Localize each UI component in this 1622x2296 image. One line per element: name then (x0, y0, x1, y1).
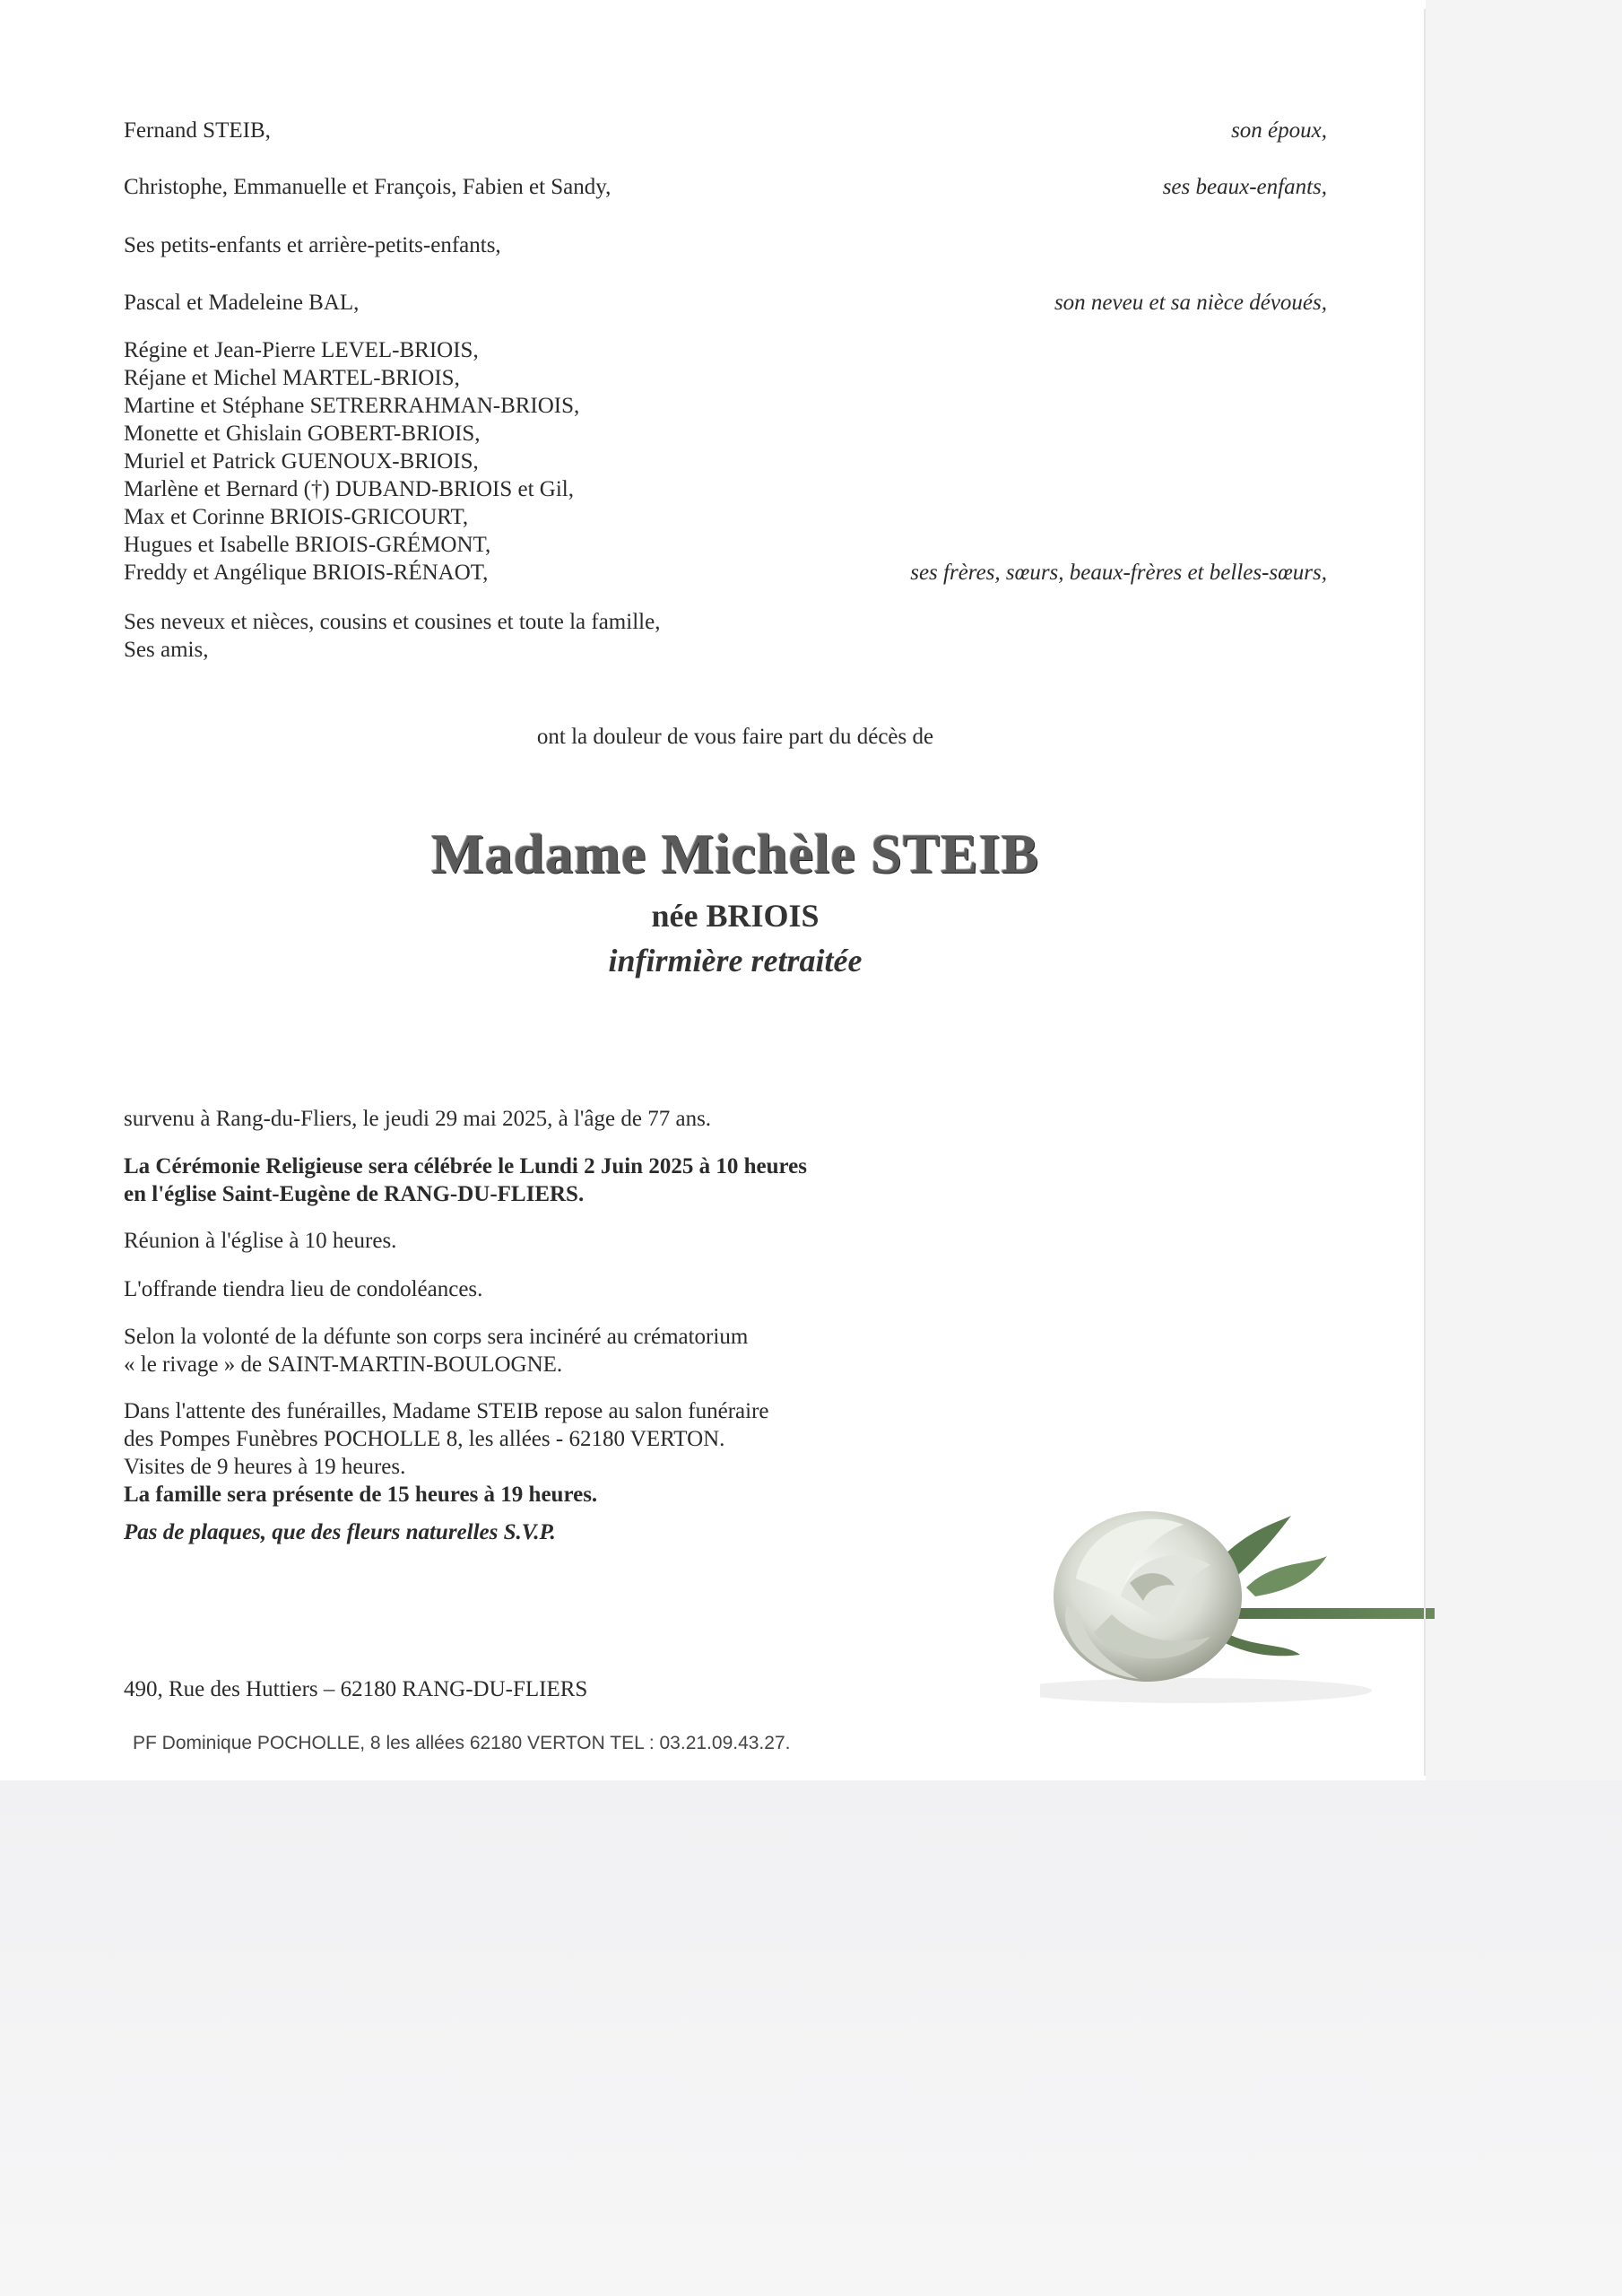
siblings-list (124, 336, 579, 587)
extended-family (124, 608, 660, 664)
cremation-info (124, 1323, 748, 1378)
family-relation-4: son neveu et sa nièce dévoués, (1054, 291, 1327, 315)
announcement: ont la douleur de vous faire part du décès de (536, 725, 934, 749)
family-line-4: Pascal et Madeleine BAL, (124, 291, 360, 315)
reunion-info: Réunion à l'église à 10 heures. (124, 1229, 397, 1253)
scan-background (0, 1780, 1622, 2296)
sibling-line: Freddy et Angélique BRIOIS-RÉNAOT, (124, 561, 489, 585)
funeral-home-info (124, 1397, 769, 1509)
family-line-1: Fernand STEIB, (124, 118, 271, 143)
cremation-line: « le rivage » de SAINT-MARTIN-BOULOGNE. (124, 1352, 563, 1377)
sibling-line: Marlène et Bernard (†) DUBAND-BRIOIS et Gil, (124, 477, 574, 501)
extended-line: Ses amis, (124, 638, 209, 662)
flowers-note: Pas de plaques, que des fleurs naturelles S.V.P. (124, 1520, 556, 1544)
extended-line: Ses neveux et nièces, cousins et cousines et toute la famille, (124, 610, 661, 634)
sibling-line: Muriel et Patrick GUENOUX-BRIOIS, (124, 449, 479, 474)
deceased-maiden-name: née BRIOIS (651, 898, 820, 934)
deceased-name: Madame Michèle STEIB (431, 824, 1039, 885)
family-relation-2: ses beaux-enfants, (1162, 175, 1327, 199)
sibling-line: Hugues et Isabelle BRIOIS-GRÉMONT, (124, 533, 491, 557)
family-line-3: Ses petits-enfants et arrière-petits-enfants, (124, 233, 501, 257)
family-presence: La famille sera présente de 15 heures à 19 heures. (124, 1483, 598, 1507)
ceremony-line: en l'église Saint-Eugène de RANG-DU-FLIERS. (124, 1182, 585, 1206)
death-info: survenu à Rang-du-Fliers, le jeudi 29 mai 2025, à l'âge de 77 ans. (124, 1107, 712, 1131)
family-relation-1: son époux, (1231, 118, 1327, 143)
funeral-home-line: des Pompes Funèbres POCHOLLE 8, les allées - 62180 VERTON. (124, 1427, 725, 1451)
white-rose-icon (1040, 1480, 1435, 1713)
sibling-line: Réjane et Michel MARTEL-BRIOIS, (124, 366, 460, 390)
sibling-line: Régine et Jean-Pierre LEVEL-BRIOIS, (124, 338, 479, 362)
sibling-line: Monette et Ghislain GOBERT-BRIOIS, (124, 422, 481, 446)
address: 490, Rue des Huttiers – 62180 RANG-DU-FLIERS (124, 1677, 588, 1701)
offering-info: L'offrande tiendra lieu de condoléances. (124, 1277, 483, 1301)
deceased-profession: infirmière retraitée (608, 943, 863, 978)
ceremony-line: La Cérémonie Religieuse sera célébrée le Lundi 2 Juin 2025 à 10 heures (124, 1154, 807, 1178)
cremation-line: Selon la volonté de la défunte son corps sera incinéré au crématorium (124, 1325, 749, 1349)
sibling-line: Martine et Stéphane SETRERRAHMAN-BRIOIS, (124, 394, 580, 418)
funeral-home-line: Visites de 9 heures à 19 heures. (124, 1455, 406, 1479)
sibling-line: Max et Corinne BRIOIS-GRICOURT, (124, 505, 469, 529)
family-line-2: Christophe, Emmanuelle et François, Fabien et Sandy, (124, 175, 612, 199)
page-edge (1424, 9, 1426, 1776)
funeral-home-line: Dans l'attente des funérailles, Madame STEIB repose au salon funéraire (124, 1399, 769, 1423)
ceremony-info (124, 1152, 807, 1208)
siblings-relation: ses frères, sœurs, beaux-frères et belles-sœurs, (910, 561, 1327, 585)
funeral-director-line: PF Dominique POCHOLLE, 8 les allées 62180 VERTON TEL : 03.21.09.43.27. (133, 1733, 791, 1753)
